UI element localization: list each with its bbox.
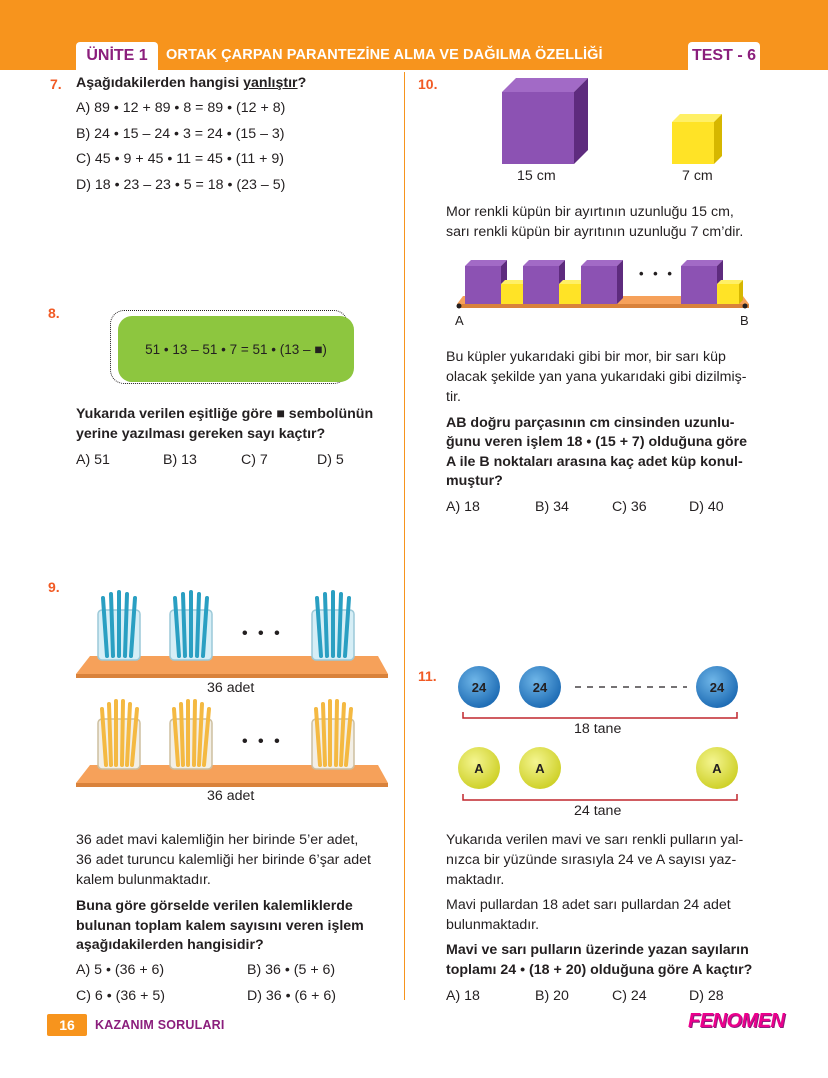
q9-option-d[interactable]: D) 36 • (6 + 6) xyxy=(247,988,336,1004)
q8-equation: 51 • 13 – 51 • 7 = 51 • (13 – ■) xyxy=(145,341,327,357)
yellow-chips-bracket xyxy=(463,794,737,800)
yellow-chip-2-text: A xyxy=(535,761,545,776)
test-badge: TEST - 6 xyxy=(688,42,760,70)
q9-text-line1: 36 adet mavi kalemliğin her birinde 5’er adet, xyxy=(76,832,359,848)
q8-option-a[interactable]: A) 51 xyxy=(76,452,110,468)
q7-stem-prefix: Aşağıdakilerden hangisi xyxy=(76,75,244,91)
q10-question-line4: muştur? xyxy=(446,473,503,489)
q10-board-edge xyxy=(457,304,749,308)
q10-option-c[interactable]: C) 36 xyxy=(612,499,647,515)
q11-blue-count: 18 tane xyxy=(574,721,622,737)
q7-option-d[interactable]: D) 18 • 23 – 23 • 5 = 18 • (23 – 5) xyxy=(76,177,286,193)
q10-purple-cube-3 xyxy=(581,260,623,304)
yellow-chip-1-text: A xyxy=(474,761,484,776)
q10-purple-cube-label: 15 cm xyxy=(517,168,556,184)
q9-option-b[interactable]: B) 36 • (5 + 6) xyxy=(247,962,336,978)
blue-pencil-cups-illustration xyxy=(70,588,390,688)
q9-number: 9. xyxy=(48,579,60,595)
blue-chips-bracket xyxy=(463,712,737,718)
q11-question-line2: toplamı 24 • (18 + 20) olduğuna göre A kaçtır? xyxy=(446,962,753,978)
q11-question-line1: Mavi ve sarı pulların üzerinde yazan sayıların xyxy=(446,942,749,958)
blue-chip-last-text: 24 xyxy=(709,680,725,695)
q11-option-c[interactable]: C) 24 xyxy=(612,988,647,1004)
q11-number: 11. xyxy=(418,668,437,684)
brand-logo: FENOMEN xyxy=(688,1010,785,1032)
purple-cube xyxy=(502,78,588,164)
blue-cup-2 xyxy=(170,592,212,660)
blue-chip-2-text: 24 xyxy=(532,680,548,695)
q10-number: 10. xyxy=(418,76,438,92)
yellow-chip-last-text: A xyxy=(712,761,722,776)
q7-option-b[interactable]: B) 24 • 15 – 24 • 3 = 24 • (15 – 3) xyxy=(76,126,285,142)
q9-text-line3: kalem bulunmaktadır. xyxy=(76,872,211,888)
q8-equation-box xyxy=(118,316,354,382)
q9-question-line1: Buna göre görselde verilen kalemliklerde xyxy=(76,898,353,914)
q10-option-d[interactable]: D) 40 xyxy=(689,499,724,515)
q8-option-c[interactable]: C) 7 xyxy=(241,452,268,468)
q10-option-b[interactable]: B) 34 xyxy=(535,499,569,515)
unit-badge: ÜNİTE 1 xyxy=(76,42,158,70)
q11-yellow-count: 24 tane xyxy=(574,803,622,819)
q10-text1-line2: sarı renkli küpün bir ayrıtının uzunluğu 7 cm’dir. xyxy=(446,224,744,240)
q7-option-a[interactable]: A) 89 • 12 + 89 • 8 = 89 • (12 + 8) xyxy=(76,100,286,116)
q11-chips-illustration xyxy=(455,664,745,824)
q10-purple-cube-last xyxy=(681,260,723,304)
q9-text-line2: 36 adet turuncu kalemliği her birinde 6’şar adet xyxy=(76,852,371,868)
blue-chip-1-text: 24 xyxy=(471,680,487,695)
q10-question-line3: A ile B noktaları arasına kaç adet küp konul- xyxy=(446,454,743,470)
q9-orange-label: 36 adet xyxy=(207,788,255,804)
q11-option-b[interactable]: B) 20 xyxy=(535,988,569,1004)
q8-question-line2: yerine yazılması gereken sayı kaçtır? xyxy=(76,426,326,442)
q8-number: 8. xyxy=(48,305,60,321)
orange-cup-1 xyxy=(98,701,140,769)
q7-stem-suffix: ? xyxy=(297,75,307,91)
q11-text2-line2: bulunmaktadır. xyxy=(446,917,540,933)
q8-option-d[interactable]: D) 5 xyxy=(317,452,344,468)
q10-purple-cube-2 xyxy=(523,260,565,304)
page-number: 16 xyxy=(47,1014,87,1036)
q9-blue-label: 36 adet xyxy=(207,680,255,696)
q8-option-b[interactable]: B) 13 xyxy=(163,452,197,468)
orange-pencil-cups-illustration xyxy=(70,697,390,797)
q10-ellipsis: • • • xyxy=(639,266,675,281)
q9-option-c[interactable]: C) 6 • (36 + 5) xyxy=(76,988,165,1004)
q10-text2-line2: olacak şekilde yan yana yukarıdaki gibi dizilmiş- xyxy=(446,369,747,385)
q11-text1-line1: Yukarıda verilen mavi ve sarı renkli pulların yal- xyxy=(446,832,744,848)
q8-question-line1: Yukarıda verilen eşitliğe göre ■ sembolünün xyxy=(76,406,374,422)
q9-question-line3: aşağıdakilerden hangisidir? xyxy=(76,937,264,953)
q10-question-line1: AB doğru parçasının cm cinsinden uzunlu- xyxy=(446,415,735,431)
q7-stem xyxy=(76,73,306,93)
q9-blue-ellipsis: • • • xyxy=(242,625,283,642)
q10-yellow-cube-last xyxy=(717,280,743,304)
q7-option-c[interactable]: C) 45 • 9 + 45 • 11 = 45 • (11 + 9) xyxy=(76,151,284,167)
q7-stem-underlined: yanlıştır xyxy=(243,75,298,91)
q11-text2-line1: Mavi pullardan 18 adet sarı pullardan 24 adet xyxy=(446,897,731,913)
q10-question-line2: ğunu veren işlem 18 • (15 + 7) olduğuna göre xyxy=(446,434,748,450)
q9-question-line2: bulunan toplam kalem sayısını veren işlem xyxy=(76,918,364,934)
footer-label: KAZANIM SORULARI xyxy=(95,1018,225,1032)
blue-cup-3 xyxy=(312,592,354,660)
q10-option-a[interactable]: A) 18 xyxy=(446,499,480,515)
q10-cubes-illustration xyxy=(500,78,740,168)
q10-yellow-cube-label: 7 cm xyxy=(682,168,713,184)
q9-orange-ellipsis: • • • xyxy=(242,733,283,750)
q9-option-a[interactable]: A) 5 • (36 + 6) xyxy=(76,962,165,978)
column-divider xyxy=(404,72,405,1000)
q10-text1-line1: Mor renkli küpün bir ayırtının uzunluğu 15 cm, xyxy=(446,204,734,220)
point-a-dot xyxy=(457,304,462,309)
q11-option-d[interactable]: D) 28 xyxy=(689,988,724,1004)
q10-point-b: B xyxy=(740,313,749,328)
q11-option-a[interactable]: A) 18 xyxy=(446,988,480,1004)
blue-cup-1 xyxy=(98,592,140,660)
q10-row-illustration xyxy=(455,256,755,314)
q7-number: 7. xyxy=(50,76,62,92)
orange-cup-3 xyxy=(312,701,354,769)
orange-cup-2 xyxy=(170,701,212,769)
page-title: ORTAK ÇARPAN PARANTEZİNE ALMA VE DAĞILMA ÖZELLİĞİ xyxy=(166,47,603,63)
q11-text1-line3: maktadır. xyxy=(446,872,505,888)
q10-text2-line3: tir. xyxy=(446,389,461,405)
q10-text2-line1: Bu küpler yukarıdaki gibi bir mor, bir sarı küp xyxy=(446,349,726,365)
q11-text1-line2: nızca bir yüzünde sırasıyla 24 ve A sayısı yaz- xyxy=(446,852,737,868)
yellow-cube xyxy=(672,114,722,164)
q10-point-a: A xyxy=(455,313,464,328)
q10-purple-cube-1 xyxy=(465,260,507,304)
point-b-dot xyxy=(743,304,748,309)
